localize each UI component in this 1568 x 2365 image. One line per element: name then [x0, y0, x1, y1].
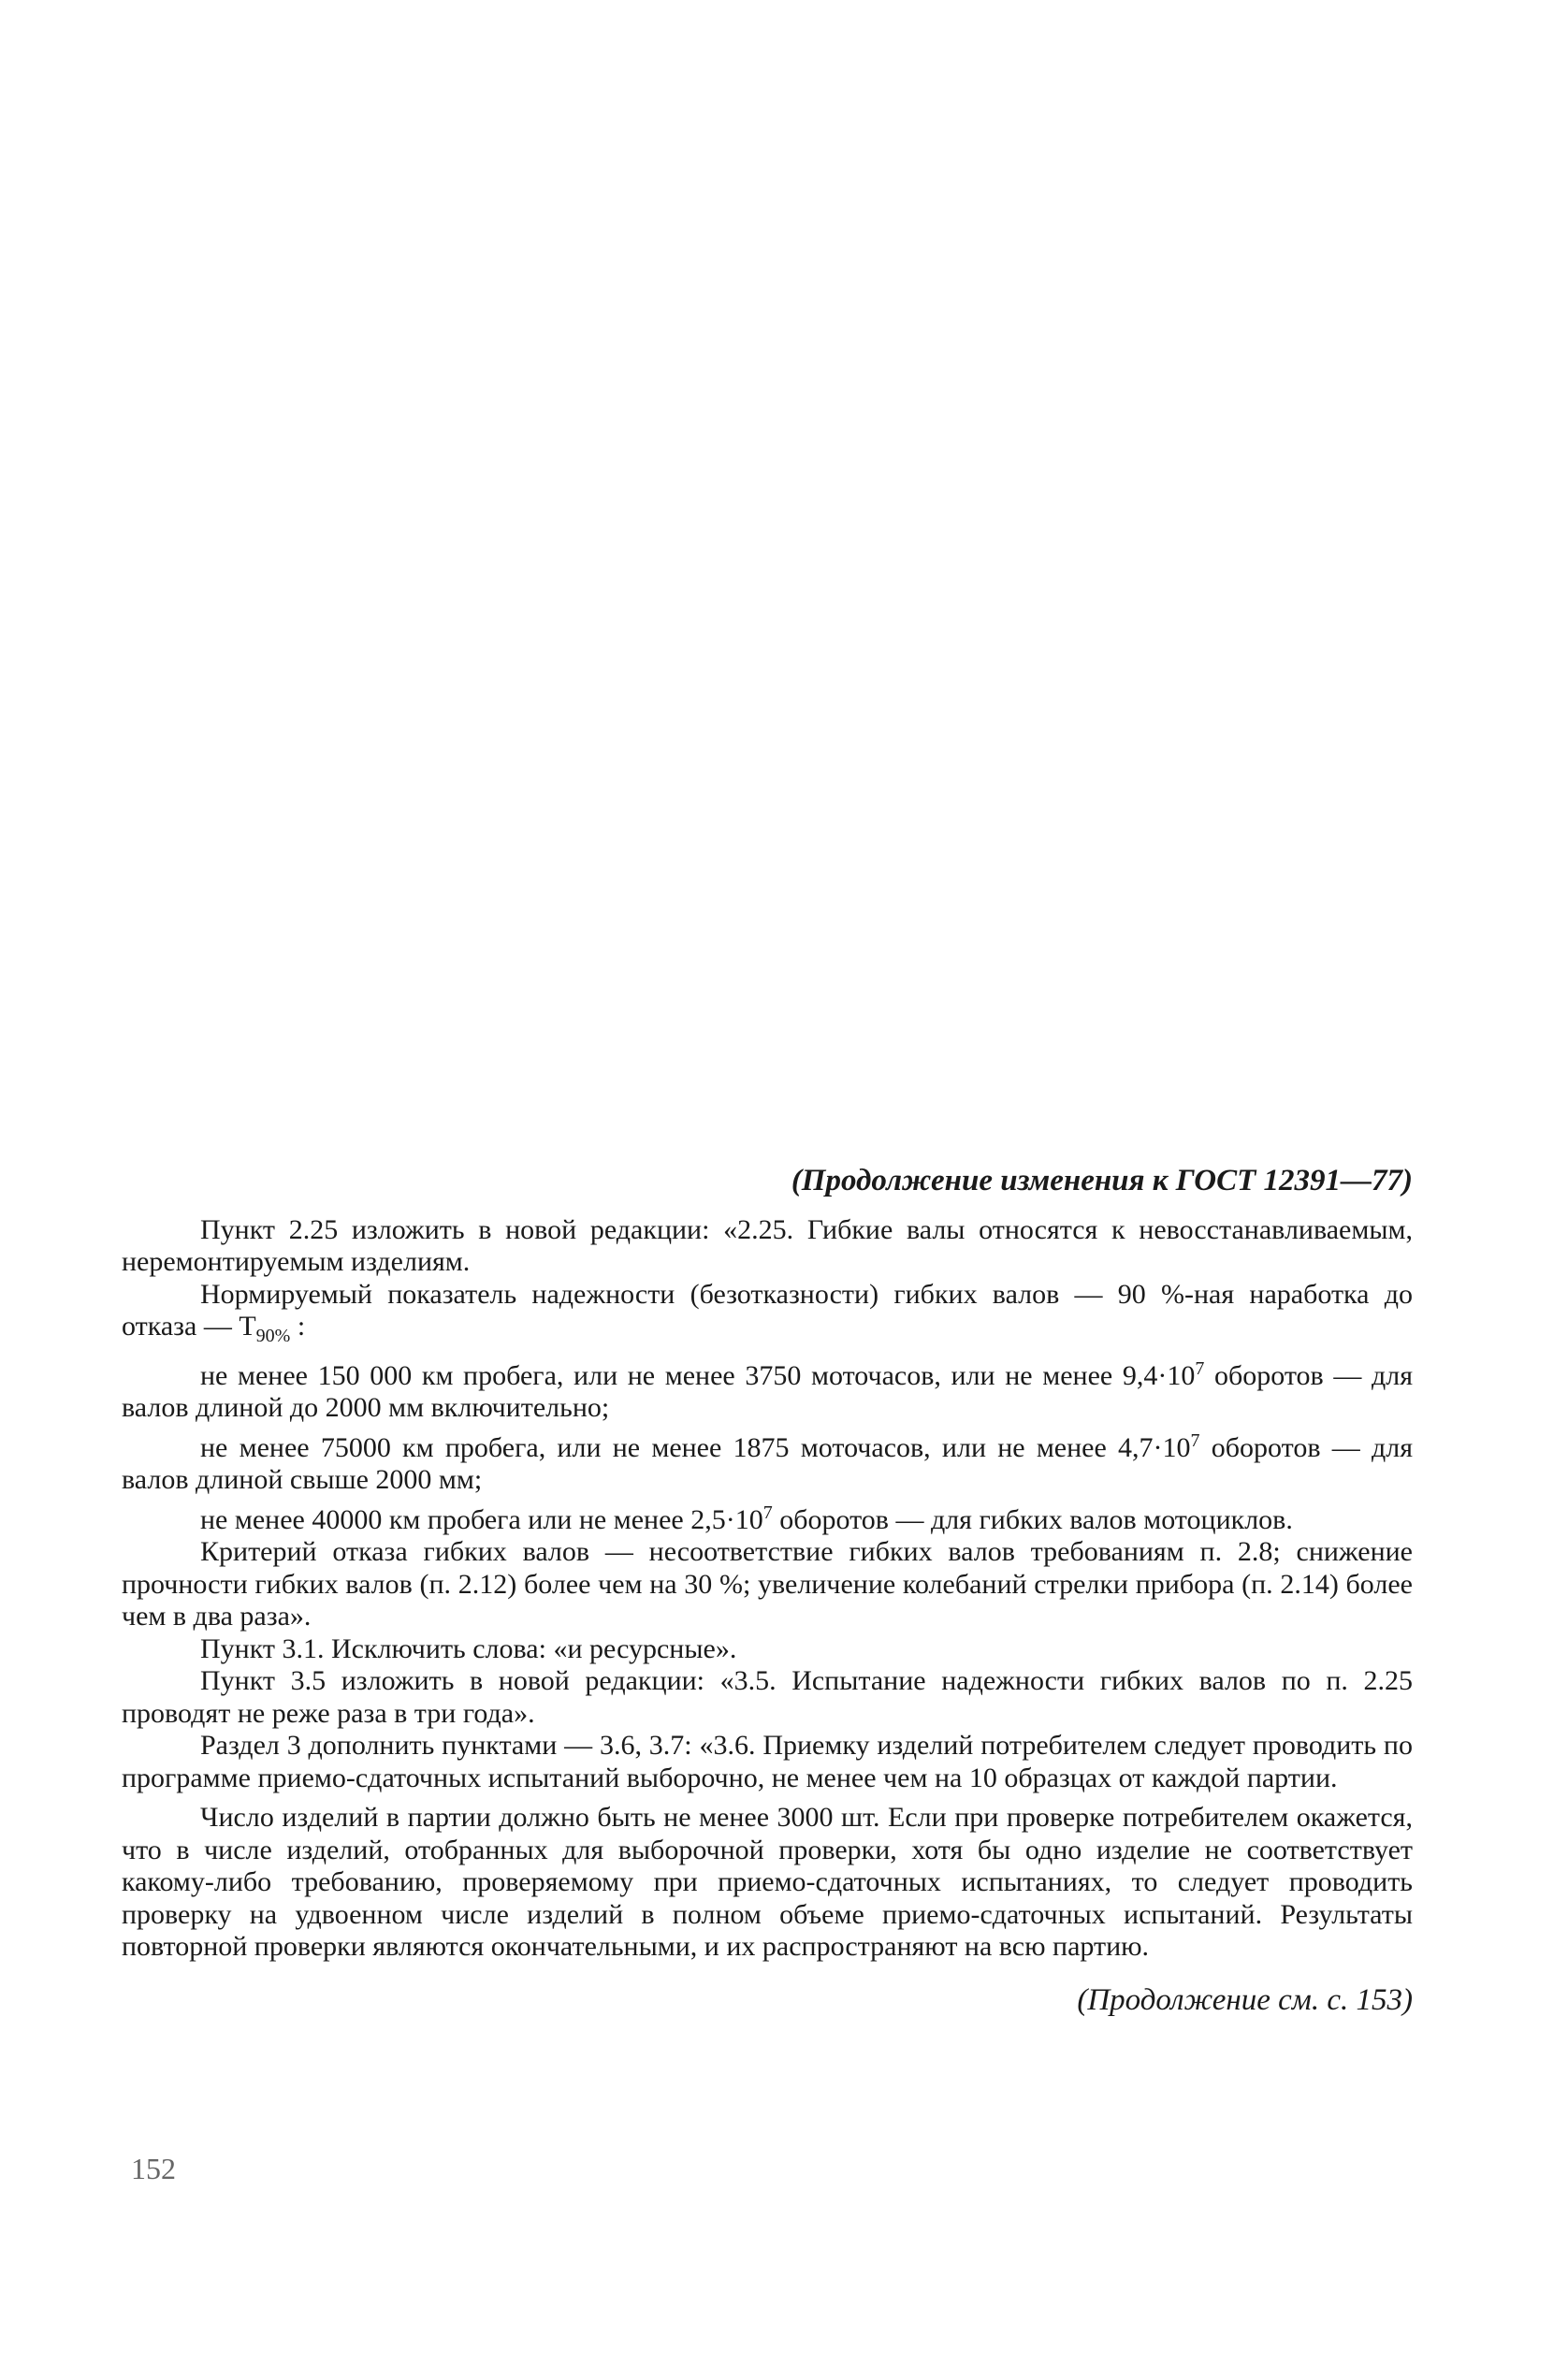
- exponent: 7: [1190, 1429, 1200, 1451]
- paragraph-text: Нормируемый показатель надежности (безотказности) гибких валов — 90 %-ная наработка до отказа — T: [122, 1278, 1413, 1342]
- list-item-75000: [122, 1425, 1413, 1497]
- continuation-header: (Продолжение изменения к ГОСТ 12391—77): [791, 1164, 1413, 1197]
- paragraph-batch-size: Число изделий в партии должно быть не менее 3000 шт. Если при проверке потребителем окажется, что в числе изделий, отобранных для выборочной проверки, хотя бы одно изделие не соответствует какому-либо требованию, проверяемому при приемо-сдаточных испытаниях, то следует проводить проверку на удвоенном числе изделий в полном объеме приемо-сдаточных испытаний. Результаты повторной проверки являются окончательными, и их распространяют на всю партию.: [122, 1802, 1413, 1962]
- list-item-150000: [122, 1353, 1413, 1425]
- continuation-footer: (Продолжение см. с. 153): [1077, 1982, 1413, 2017]
- paragraph-failure-criterion: Критерий отказа гибких валов — несоответствие гибких валов требованиям п. 2.8; снижение прочности гибких валов (п. 2.12) более чем на 30 %; увеличение колебаний стрелки прибора (п. 2.14) более чем в два раза».: [122, 1536, 1413, 1632]
- exponent: 7: [762, 1502, 773, 1523]
- list-item-40000: [122, 1497, 1413, 1537]
- t90-subscript: 90%: [255, 1326, 291, 1346]
- list-item-tail: оборотов — для валов длиной свыше 2000 мм;: [122, 1431, 1414, 1495]
- paragraph-3-5: Пункт 3.5 изложить в новой редакции: «3.5. Испытание надежности гибких валов по п. 2.25 проводят не реже раза в три года».: [122, 1665, 1413, 1729]
- paragraph-3-1: Пункт 3.1. Исключить слова: «и ресурсные».: [200, 1632, 737, 1664]
- document-body: [122, 1165, 1413, 2016]
- list-item-text: не менее 150 000 км пробега, или не менее 3750 моточасов, или не менее 9,4·10: [200, 1359, 1196, 1391]
- paragraph-section-3: Раздел 3 дополнить пунктами — 3.6, 3.7: «3.6. Приемку изделий потребителем следует проводить по программе приемо-сдаточных испытаний выборочно, не менее чем на 10 образцах от каждой партии.: [122, 1730, 1413, 1793]
- page-number: 152: [131, 2152, 176, 2185]
- paragraph-2-25: Пункт 2.25 изложить в новой редакции: «2.25. Гибкие валы относятся к невосстанавливаемым, неремонтируемым изделиям.: [122, 1213, 1413, 1277]
- paragraph-reliability-indicator: [122, 1279, 1413, 1353]
- list-item-tail: оборотов — для гибких валов мотоциклов.: [772, 1503, 1293, 1535]
- paragraph-tail: :: [290, 1311, 306, 1342]
- list-item-text: не менее 75000 км пробега, или не менее 1875 моточасов, или не менее 4,7·10: [200, 1431, 1191, 1463]
- exponent: 7: [1195, 1357, 1205, 1379]
- list-item-text: не менее 40000 км пробега или не менее 2,5·10: [200, 1503, 763, 1535]
- list-item-tail: оборотов — для валов длиной до 2000 мм включительно;: [122, 1359, 1414, 1423]
